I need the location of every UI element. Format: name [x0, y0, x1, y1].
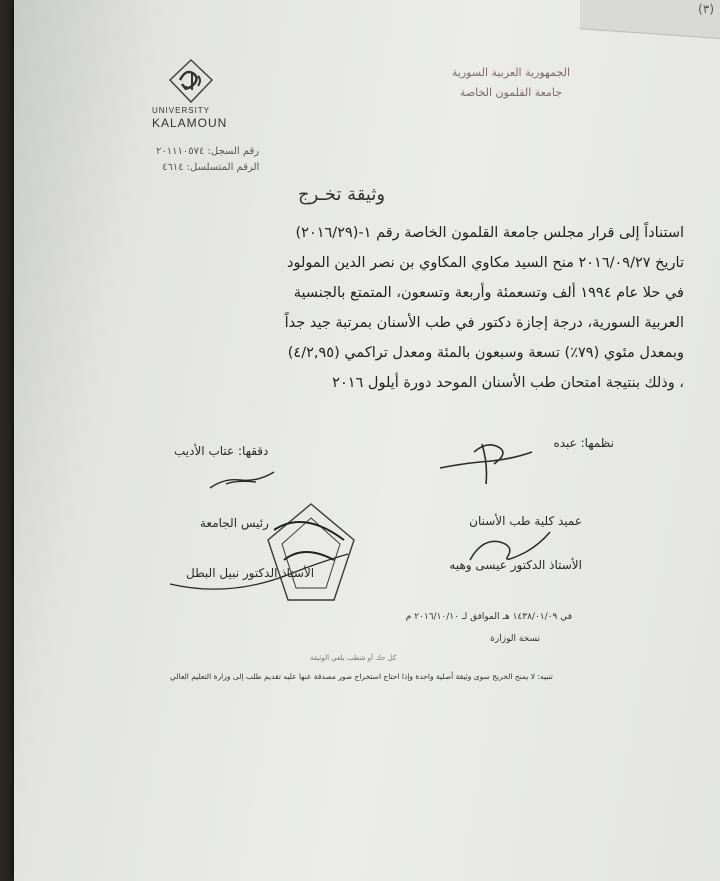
header-republic: الجمهورية العربية السورية — [451, 66, 570, 79]
organizer-signature-icon — [434, 430, 544, 490]
organizer-label: نظمها: عبده — [553, 436, 614, 450]
dean-signature-icon — [464, 520, 554, 570]
issue-date: في ١٤٣٨/٠١/٠٩ هـ الموافق لـ ٢٠١٦/١٠/١٠ م — [405, 612, 572, 622]
amendment-note: كل حك أو شطب يلغي الوثيقة — [310, 654, 397, 662]
president-signature-icon — [164, 548, 354, 598]
corner-note: (٣) — [698, 2, 714, 16]
body-line: استناداً إلى قرار مجلس جامعة القلمون الخاصة رقم ١-(٢٠١٦/٢٩) — [295, 225, 684, 241]
header-university: جامعة القلمون الخاصة — [459, 86, 562, 99]
president-name: الأستاذ الدكتور نبيل البطل — [186, 566, 315, 580]
president-title: رئيس الجامعة — [200, 516, 269, 530]
body-line: ، وذلك بنتيجة امتحان طب الأسنان الموحد دورة أيلول ٢٠١٦ — [332, 375, 684, 391]
body-line: في حلا عام ١٩٩٤ ألف وتسعمئة وأربعة وتسعون، المتمتع بالجنسية — [293, 285, 684, 301]
ministry-copy-label: نسخة الوزارة — [490, 634, 540, 644]
university-logo — [152, 58, 242, 138]
body-line: العربية السورية، درجة إجازة دكتور في طب الأسنان بمرتبة جيد جداً — [284, 315, 684, 331]
serial-number: الرقم المتسلسل: ٤٦١٤ — [162, 162, 260, 173]
logo-text-kalamoun: KALAMOUN — [152, 116, 228, 130]
checker-label: دققها: عتاب الأديب — [174, 444, 269, 458]
document-page — [14, 0, 720, 881]
calligraphy-logo-icon — [166, 58, 216, 104]
registry-number: رقم السجل: ٢٠١١١٠٥٧٤ — [156, 146, 260, 157]
dean-name: الأستاذ الدكتور عيسى وهيه — [449, 558, 582, 572]
logo-text-university: UNIVERSITY — [152, 106, 211, 115]
body-line: تاريخ ٢٠١٦/٠٩/٢٧ منح السيد مكاوي المكاوي بن نصر الدين المولود — [287, 255, 684, 271]
checker-signature-icon — [206, 466, 286, 496]
footer-note: تنبيه: لا يمنح الخريج سوى وثيقة أصلية واحدة وإذا احتاج استخراج صور مصدقة عنها عليه تقديم طلب إلى وزارة التعليم العالي — [170, 672, 553, 681]
document-title: وثيقة تخـرج — [298, 184, 386, 205]
body-line: وبمعدل مئوي (٧٩٪) تسعة وسبعون بالمئة ومعدل تراكمي (٤/٢,٩٥) — [287, 345, 684, 361]
dean-title: عميد كلية طب الأسنان — [469, 514, 582, 528]
